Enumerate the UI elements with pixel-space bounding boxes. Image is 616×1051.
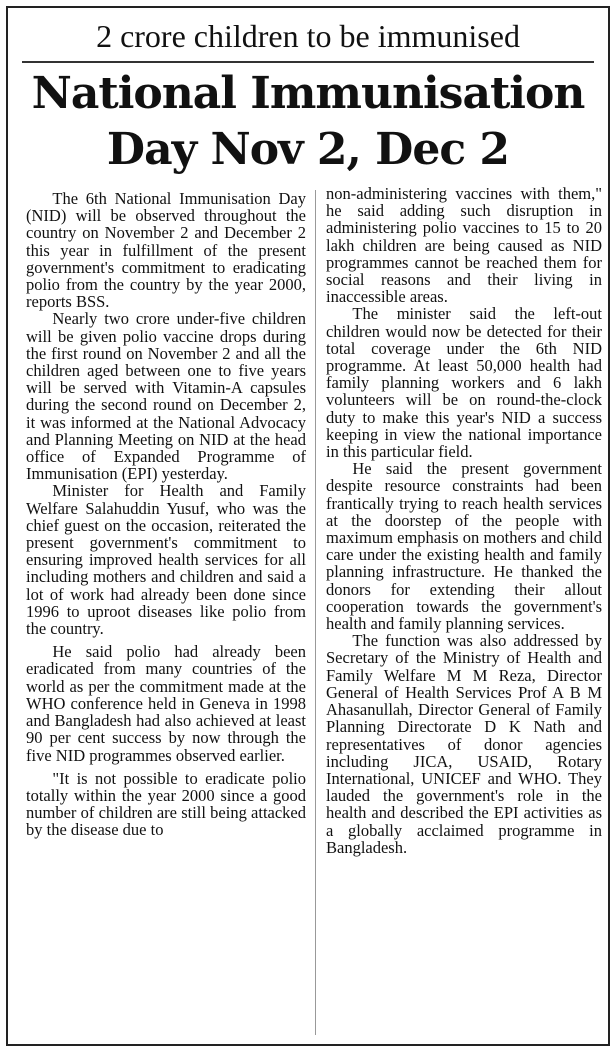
paragraph: The function was also addressed by Secretary of the Ministry of Health and Family Welfare M M Reza, Director General of Health Services Prof A B M Ahasanullah, Director General of Family Planning Directorate D K Nath and representatives of donor agencies including JICA, USAID, Rotary International, UNICEF and WHO. They lauded the government's role in the health and described the EPI activities as a globally acclaimed programme in Bangladesh.: [326, 631, 602, 857]
kicker-headline: 2 crore children to be immunised: [96, 18, 520, 54]
paragraph: Minister for Health and Family Welfare Salahuddin Yusuf, who was the chief guest on the occasion, reiterated the present government's commitment to ensuring improved health services for all including mothers and children and said a lot of work had already been done since 1996 to uproot diseases like polio from the country.: [26, 481, 306, 639]
column-divider: [315, 190, 316, 1035]
paragraph: The 6th National Immunisation Day (NID) will be observed throughout the country on November 2 and December 2 this year in fulfillment of the present government's commitment to eradicating polio from the country by the year 2000, reports BSS.: [26, 189, 306, 312]
paragraph: He said polio had already been eradicated from many countries of the world as per the commitment made at the WHO conference held in Geneva in 1998 and Bangladesh had also achieved at least 90 per cent success by now through the five NID programmes observed earlier.: [26, 642, 306, 765]
paragraph-continued: non-administering vaccines with them," he said adding such disruption in administering polio vaccines to 15 to 20 lakh children are being caused as NID programmes cannot be reached them for social reasons and their living in inaccessible areas.: [326, 184, 602, 307]
paragraph: Nearly two crore under-five children will be given polio vaccine drops during the first round on November 2 and all the children aged between one to five years will be served with Vitamin-A capsules during the second round on December 2, it was informed at the National Advocacy and Planning Meeting on NID at the head office of Expanded Programme of Immunisation (EPI) yesterday.: [26, 309, 306, 484]
article-column-left: [26, 190, 306, 839]
paragraph: The minister said the left-out children would now be detected for their total coverage under the 6th NID programme. At least 50,000 health had family planning workers and 6 lakh volunteers will be on round-the-clock duty to make this year's NID a success keeping in view the national importance in this particular field.: [326, 304, 602, 462]
paragraph: "It is not possible to eradicate polio totally within the year 2000 since a good number of children are still being attacked by the disease due to: [26, 768, 306, 840]
kicker-rule: [22, 61, 594, 63]
article-column-right: [326, 185, 602, 856]
paragraph: He said the present government despite resource constraints had been frantically trying to reach health services at the doorstep of the people with maximum emphasis on mothers and child care under the existing health and family planning infrastructure. He thanked the donors for extending their allout cooperation towards the government's health and family planning services.: [326, 459, 602, 634]
main-headline: National Immunisation Day Nov 2, Dec 2: [31, 68, 585, 175]
